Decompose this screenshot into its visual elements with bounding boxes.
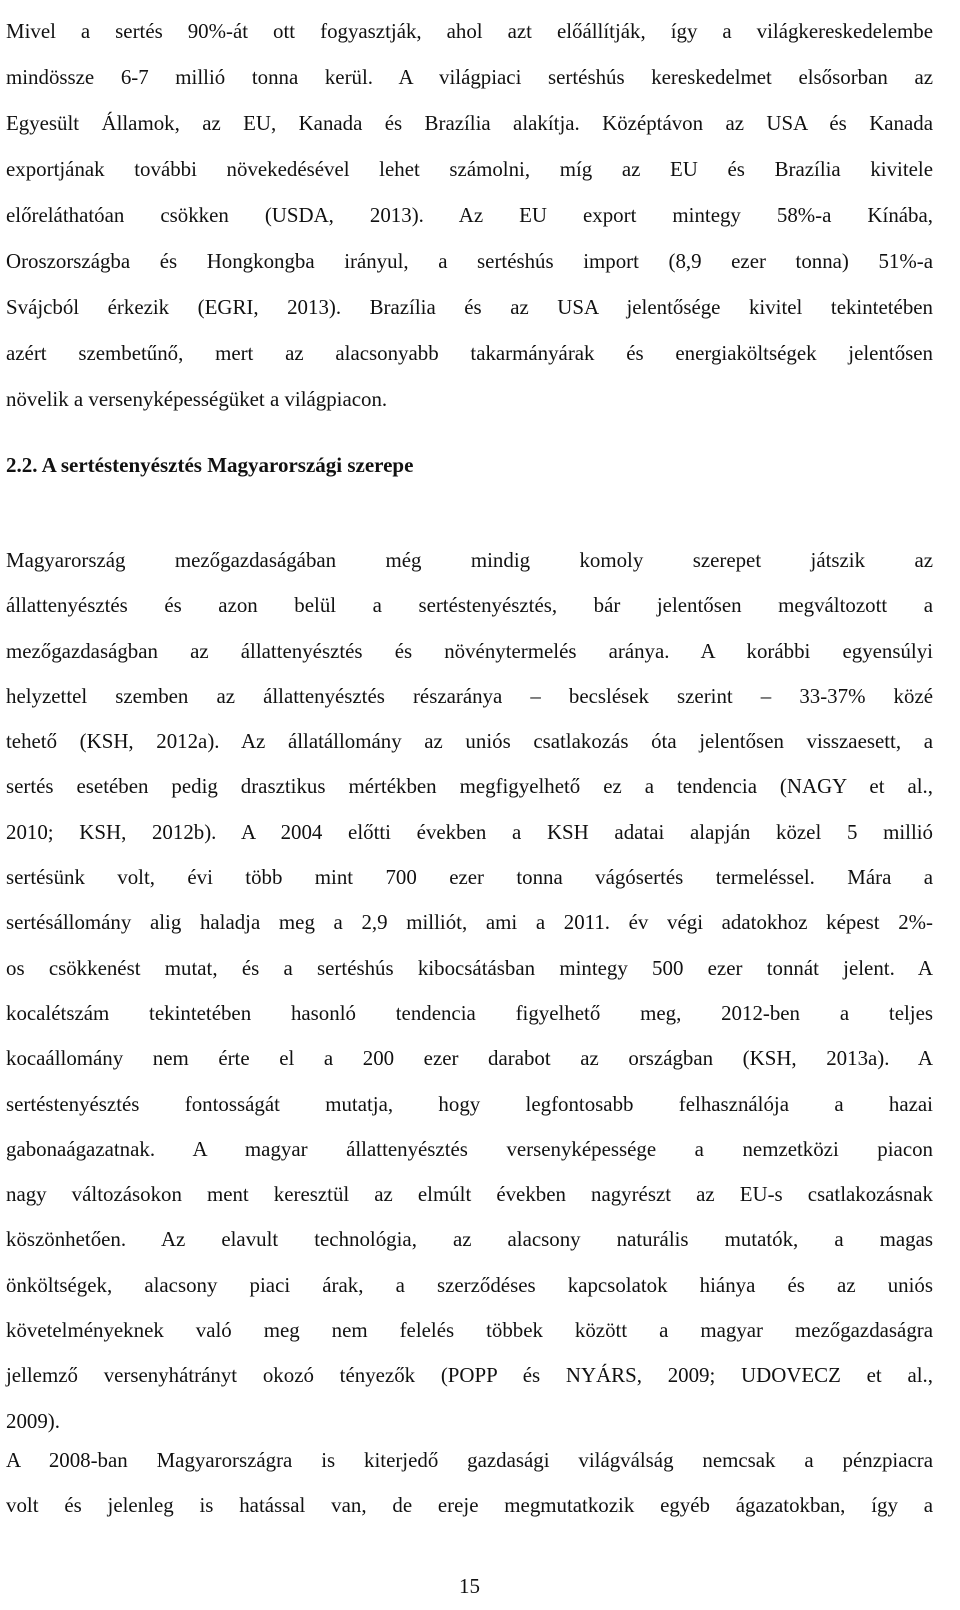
text-line: sertésállomány alig haladja meg a 2,9 milliót, ami a 2011. év végi adatokhoz képest 2%-: [6, 910, 933, 935]
text-line: Egyesült Államok, az EU, Kanada és Brazília alakítja. Középtávon az USA és Kanada: [6, 111, 933, 135]
text-line: sertéstenyésztés fontosságát mutatja, hogy legfontosabb felhasználója a hazai: [6, 1091, 933, 1116]
text-line: tehető (KSH, 2012a). Az állatállomány az uniós csatlakozás óta jelentősen visszaesett, a: [6, 729, 933, 754]
text-line: Oroszországba és Hongkongba irányul, a sertéshús import (8,9 ezer tonna) 51%-a: [6, 249, 933, 273]
text-line: azért szembetűnő, mert az alacsonyabb takarmányárak és energiaköltségek jelentősen: [6, 341, 933, 365]
text-line: jellemző versenyhátrányt okozó tényezők (POPP és NYÁRS, 2009; UDOVECZ et al.,: [6, 1363, 933, 1388]
text-line: 2009).: [6, 1408, 60, 1433]
text-line: előreláthatóan csökken (USDA, 2013). Az EU export mintegy 58%-a Kínába,: [6, 203, 933, 227]
text-line: helyzettel szemben az állattenyésztés részaránya – becslések szerint – 33-37% közé: [6, 683, 933, 708]
body-paragraph: [6, 1438, 933, 1529]
text-line: önköltségek, alacsony piaci árak, a szerződéses kapcsolatok hiánya és az uniós: [6, 1272, 933, 1297]
text-line: Mivel a sertés 90%-át ott fogyasztják, ahol azt előállítják, így a világkereskedelembe: [6, 19, 933, 43]
text-line: nagy változásokon ment keresztül az elmúlt években nagyrészt az EU-s csatlakozásnak: [6, 1182, 933, 1207]
text-line: kocalétszám tekintetében hasonló tendencia figyelhető meg, 2012-ben a teljes: [6, 1000, 933, 1025]
text-line: volt és jelenleg is hatással van, de ereje megmutatkozik egyéb ágazatokban, így a: [6, 1493, 933, 1518]
intro-paragraph: [6, 8, 933, 422]
section-heading: 2.2. A sertéstenyésztés Magyarországi szerepe: [6, 453, 414, 477]
text-line: exportjának további növekedésével lehet számolni, míg az EU és Brazília kivitele: [6, 157, 933, 181]
text-line: követelményeknek való meg nem felelés többek között a magyar mezőgazdaságra: [6, 1318, 933, 1343]
text-line: kocaállomány nem érte el a 200 ezer darabot az országban (KSH, 2013a). A: [6, 1046, 933, 1071]
text-line: Magyarország mezőgazdaságában még mindig komoly szerepet játszik az: [6, 548, 933, 572]
text-line: állattenyésztés és azon belül a sertéstenyésztés, bár jelentősen megváltozott a: [6, 593, 933, 618]
body-paragraph: [6, 538, 933, 1444]
text-line: növelik a versenyképességüket a világpiacon.: [6, 387, 388, 411]
text-line: köszönhetően. Az elavult technológia, az alacsony naturális mutatók, a magas: [6, 1227, 933, 1252]
text-line: os csökkenést mutat, és a sertéshús kibocsátásban mintegy 500 ezer tonnát jelent. A: [6, 955, 933, 980]
text-line: gabonaágazatnak. A magyar állattenyésztés versenyképessége a nemzetközi piacon: [6, 1136, 933, 1161]
text-line: sertésünk volt, évi több mint 700 ezer tonna vágósertés termeléssel. Mára a: [6, 865, 933, 890]
page-number: 15: [459, 1574, 480, 1598]
text-line: Svájcból érkezik (EGRI, 2013). Brazília és az USA jelentősége kivitel tekintetében: [6, 295, 933, 319]
text-line: mindössze 6-7 millió tonna kerül. A világpiaci sertéshús kereskedelmet elsősorban az: [6, 65, 933, 89]
text-line: 2010; KSH, 2012b). A 2004 előtti években a KSH adatai alapján közel 5 millió: [6, 819, 933, 844]
text-line: sertés esetében pedig drasztikus mértékben megfigyelhető ez a tendencia (NAGY et al.,: [6, 774, 933, 799]
text-line: mezőgazdaságban az állattenyésztés és növénytermelés aránya. A korábbi egyensúlyi: [6, 638, 933, 663]
text-line: A 2008-ban Magyarországra is kiterjedő gazdasági világválság nemcsak a pénzpiacra: [6, 1448, 933, 1472]
